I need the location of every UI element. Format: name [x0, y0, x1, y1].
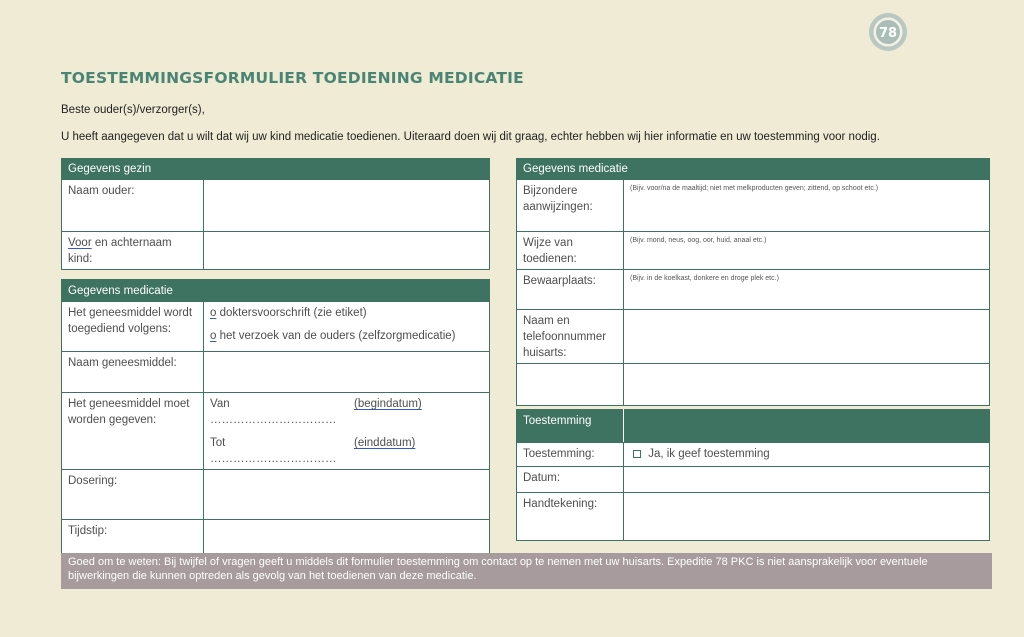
consent-header: Toestemming — [517, 410, 624, 443]
method-hint: (Bijv. mond, neus, oog, oor, huid, anaal etc.) — [630, 237, 767, 244]
badge-number: 78 — [878, 26, 898, 41]
method-label: Wijze van toedienen: — [517, 232, 624, 270]
consent-checkbox[interactable] — [633, 450, 641, 458]
doctor-label: Naam en telefoonnummer huisarts: — [517, 310, 624, 364]
from-hint: (begindatum) — [354, 398, 422, 410]
basis-label: Het geneesmiddel wordt toegediend volgens: — [62, 302, 204, 352]
option-parent-request-marker[interactable]: o — [210, 330, 217, 342]
storage-field[interactable] — [624, 270, 990, 310]
medication-left-header: Gegevens medicatie — [62, 280, 490, 302]
consent-table — [516, 409, 990, 541]
intro-text: U heeft aangegeven dat u wilt dat wij uw kind medicatie toedienen. Uiteraard doen wij dit graag, echter hebben wij hier informatie en uw toestemming voor nodig. — [61, 131, 880, 143]
page-title: TOESTEMMINGSFORMULIER TOEDIENING MEDICATIE — [61, 69, 524, 87]
from-field[interactable]: Van …………………………… — [210, 398, 337, 426]
medication-right-header: Gegevens medicatie — [517, 159, 990, 180]
consent-label: Toestemming: — [517, 443, 624, 467]
child-name-label — [62, 232, 204, 270]
dosage-field[interactable] — [204, 470, 490, 520]
consent-option[interactable] — [624, 443, 990, 467]
time-label: Tijdstip: — [62, 520, 204, 570]
option-parent-request[interactable] — [210, 328, 483, 344]
period-label: Het geneesmiddel moet worden gegeven: — [62, 393, 204, 470]
instructions-label: Bijzondere aanwijzingen: — [517, 180, 624, 232]
consent-header-blank — [624, 410, 990, 443]
badge-78-icon — [868, 12, 908, 52]
medicine-name-label: Naam geneesmiddel: — [62, 352, 204, 393]
storage-label: Bewaarplaats: — [517, 270, 624, 310]
child-name-label-underlined: Voor — [68, 237, 92, 249]
medication-left-table — [61, 279, 490, 570]
date-label: Datum: — [517, 467, 624, 493]
date-field[interactable] — [624, 467, 990, 493]
option-parent-request-text: het verzoek van de ouders (zelfzorgmedicatie) — [216, 330, 456, 342]
extra-label-cell — [517, 364, 624, 406]
medication-right-table — [516, 158, 990, 406]
disclaimer-note: Goed om te weten: Bij twijfel of vragen geeft u middels dit formulier toestemming om contact op te nemen met uw huisarts. Expeditie 78 PKC is niet aansprakelijk voor eventuele bijwerkingen die kunnen optreden als gevolg van het toedienen van deze medicatie. — [61, 553, 992, 589]
option-prescription[interactable] — [210, 305, 483, 321]
signature-label: Handtekening: — [517, 493, 624, 541]
doctor-field[interactable] — [624, 310, 990, 364]
child-name-field[interactable] — [204, 232, 490, 270]
greeting: Beste ouder(s)/verzorger(s), — [61, 104, 205, 116]
extra-field[interactable] — [624, 364, 990, 406]
parent-name-field[interactable] — [204, 180, 490, 232]
signature-field[interactable] — [624, 493, 990, 541]
storage-hint: (Bijv. in de koelkast, donkere en droge plek etc.) — [630, 275, 779, 282]
to-hint: (einddatum) — [354, 437, 416, 449]
option-prescription-marker[interactable]: o — [210, 307, 217, 319]
option-prescription-text: doktersvoorschrift (zie etiket) — [216, 307, 367, 319]
instructions-hint: (Bijv. voor/na de maaltijd; niet met melkproducten geven; zittend, op schoot etc.) — [630, 185, 879, 192]
family-table — [61, 158, 490, 270]
dosage-label: Dosering: — [62, 470, 204, 520]
family-header: Gegevens gezin — [62, 159, 490, 180]
period-fields[interactable] — [204, 393, 490, 470]
basis-options — [204, 302, 490, 352]
consent-text: Ja, ik geef toestemming — [648, 448, 770, 460]
to-field[interactable]: Tot …………………………… — [210, 437, 337, 465]
method-field[interactable] — [624, 232, 990, 270]
medicine-name-field[interactable] — [204, 352, 490, 393]
parent-name-label: Naam ouder: — [62, 180, 204, 232]
instructions-field[interactable] — [624, 180, 990, 232]
child-name-label-rest: en achternaam kind: — [68, 237, 172, 265]
